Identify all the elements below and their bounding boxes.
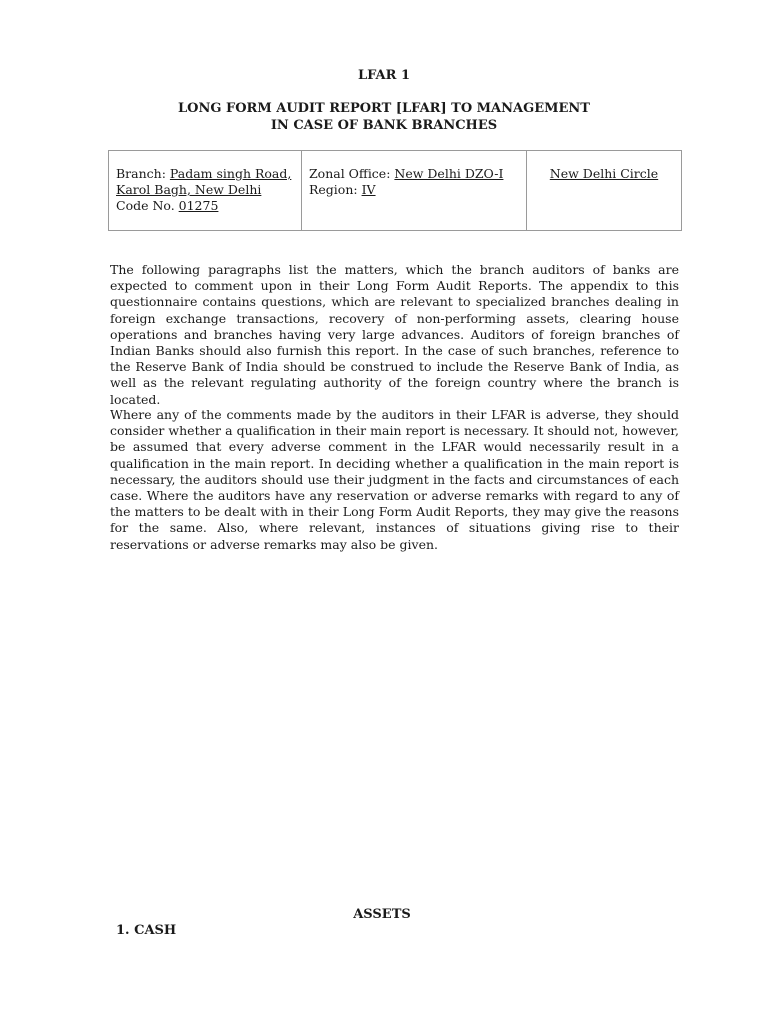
document-title: [0, 100, 768, 134]
branch-value-line-2: Karol Bagh, New Delhi: [116, 182, 262, 197]
section-heading: ASSETS: [353, 907, 411, 922]
branch-value-line-1: Padam singh Road,: [169, 166, 292, 181]
code-value: 01275: [178, 198, 219, 213]
circle-value: New Delhi Circle: [549, 166, 659, 181]
branch-label: Branch:: [116, 166, 170, 181]
branch-cell: [109, 151, 302, 231]
title-line-1: LONG FORM AUDIT REPORT [LFAR] TO MANAGEMENT: [178, 101, 590, 116]
code-label: Code No.: [116, 198, 179, 213]
zonal-value: New Delhi DZO-I: [394, 166, 504, 181]
zonal-label: Zonal Office:: [309, 166, 395, 181]
subsection-heading: 1. CASH: [116, 923, 177, 938]
branch-details-table: [108, 150, 682, 231]
document-id: LFAR 1: [357, 68, 411, 83]
region-label: Region:: [309, 182, 362, 197]
intro-paragraph: The following paragraphs list the matters, which the branch auditors of banks are expected to comment upon in their Long Form Audit Reports. The appendix to this questionnaire contains questions, which are relevant to specialized branches dealing in foreign exchange transactions, recovery of non-performing assets, clearing house operations and branches having very large advances. Auditors of foreign branches of Indian Banks should also furnish this report. In the case of such branches, reference to the Reserve Bank of India should be construed to include the Reserve Bank of India, as well as the relevant regulating authority of the foreign country where the branch is located.: [110, 262, 679, 407]
adverse-comments-paragraph: Where any of the comments made by the auditors in their LFAR is adverse, they should consider whether a qualification in their main report is necessary. It should not, however, be assumed that every adverse comment in the LFAR would necessarily result in a qualification in the main report. In deciding whether a qualification in the main report is necessary, the auditors should use their judgment in the facts and circumstances of each case. Where the auditors have any reservation or adverse remarks with regard to any of the matters to be dealt with in their Long Form Audit Reports, they may give the reasons for the same. Also, where relevant, instances of situations giving rise to their reservations or adverse remarks may also be given.: [110, 407, 679, 552]
zonal-cell: [302, 151, 527, 231]
title-line-2: IN CASE OF BANK BRANCHES: [270, 118, 498, 133]
region-value: IV: [361, 182, 376, 197]
circle-cell: [527, 151, 682, 231]
